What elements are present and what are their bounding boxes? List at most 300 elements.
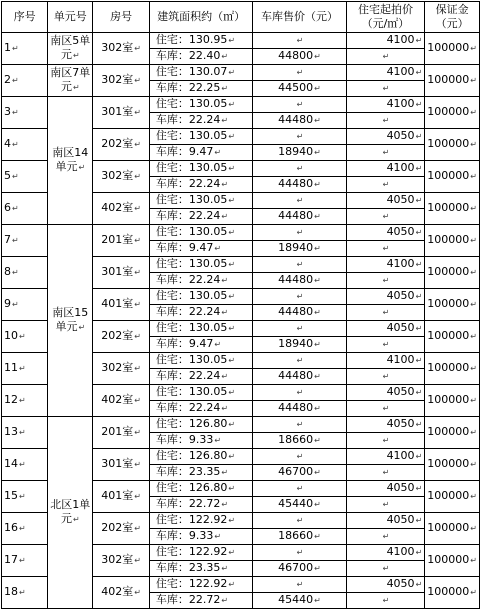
cell-seq [2, 65, 48, 97]
cell-start-price [346, 417, 425, 433]
paragraph-mark: ↵ [314, 564, 321, 573]
cell-gar-area-text: 车库：9.47 [155, 241, 214, 254]
paragraph-mark: ↵ [72, 515, 80, 524]
cell-deposit-text: 100000 [427, 265, 470, 278]
cell-garage-price-text: 18660 [278, 529, 314, 542]
cell-res-area-text: 住宅：130.05 [155, 97, 228, 110]
cell-garage-price-text: 18660 [278, 433, 314, 446]
cell-garage-price-text: 46700 [278, 561, 314, 574]
cell-room [93, 289, 150, 321]
cell-seq-text: 18 [4, 585, 18, 598]
cell-room [93, 417, 150, 449]
cell-start-price [346, 577, 425, 593]
cell-room-text: 301室 [101, 105, 134, 118]
cell-start-price-text: 4050 [386, 417, 415, 430]
cell-seq [2, 193, 48, 225]
cell-gar-area [149, 401, 252, 417]
paragraph-mark: ↵ [382, 532, 390, 541]
cell-deposit [425, 33, 480, 65]
paragraph-mark: ↵ [314, 468, 321, 477]
cell-deposit [425, 385, 480, 417]
cell-room-text: 301室 [101, 457, 134, 470]
cell-res-area [149, 289, 252, 305]
cell-start-price [346, 161, 425, 177]
cell-res-area [149, 449, 252, 465]
paragraph-mark: ↵ [78, 163, 86, 172]
cell-garage-price-text: 46700 [278, 465, 314, 478]
cell-gar-area [149, 241, 252, 257]
cell-deposit [425, 449, 480, 481]
paragraph-mark: ↵ [470, 140, 477, 149]
paragraph-mark: ↵ [134, 428, 141, 437]
paragraph-mark: ↵ [134, 524, 141, 533]
paragraph-mark: ↵ [214, 244, 222, 253]
paragraph-mark: ↵ [221, 468, 229, 477]
paragraph-mark: ↵ [228, 324, 236, 333]
cell-gar-area-text: 车库：22.24 [155, 113, 221, 126]
paragraph-mark: ↵ [415, 100, 423, 109]
cell-start-price-text: 4050 [386, 129, 415, 142]
paragraph-mark: ↵ [12, 140, 19, 149]
paragraph-mark: ↵ [19, 492, 26, 501]
cell-garage-price [253, 593, 346, 609]
cell-room-text: 302室 [101, 361, 134, 374]
paragraph-mark: ↵ [134, 76, 141, 85]
cell-garage-price-text: 44480 [278, 209, 314, 222]
paragraph-mark: ↵ [296, 132, 304, 141]
paragraph-mark: ↵ [72, 51, 80, 60]
header-room: 房号 [93, 2, 150, 33]
cell-seq-text: 4 [4, 137, 11, 150]
paragraph-mark: ↵ [221, 564, 229, 573]
paragraph-mark: ↵ [19, 524, 26, 533]
cell-start-price-blank [346, 529, 425, 545]
cell-deposit [425, 321, 480, 353]
cell-room-text: 402室 [101, 585, 134, 598]
paragraph-mark: ↵ [19, 364, 26, 373]
cell-gar-area [149, 177, 252, 193]
cell-room [93, 577, 150, 609]
cell-start-price [346, 321, 425, 337]
paragraph-mark: ↵ [296, 484, 304, 493]
cell-garage-price [253, 369, 346, 385]
table-body [2, 33, 480, 609]
cell-room [93, 97, 150, 129]
cell-unit-text: 南区5单元 [50, 34, 91, 61]
cell-garage-price-text: 44500 [278, 81, 314, 94]
paragraph-mark: ↵ [382, 500, 390, 509]
paragraph-mark: ↵ [415, 516, 423, 525]
cell-gar-area [149, 113, 252, 129]
cell-gar-area-text: 车库：23.35 [155, 561, 221, 574]
cell-start-price-text: 4100 [386, 545, 415, 558]
paragraph-mark: ↵ [296, 164, 304, 173]
cell-start-price-blank [346, 145, 425, 161]
cell-seq-text: 15 [4, 489, 18, 502]
cell-deposit-text: 100000 [427, 393, 470, 406]
cell-start-price-text: 4050 [386, 289, 415, 302]
cell-garage-price-blank [253, 225, 346, 241]
cell-seq-text: 1 [4, 41, 11, 54]
paragraph-mark: ↵ [470, 556, 477, 565]
cell-garage-price-blank [253, 289, 346, 305]
paragraph-mark: ↵ [296, 356, 304, 365]
cell-res-area-text: 住宅：130.05 [155, 289, 228, 302]
header-seq: 序号 [2, 2, 48, 33]
paragraph-mark: ↵ [470, 172, 477, 181]
cell-garage-price [253, 433, 346, 449]
cell-garage-price [253, 177, 346, 193]
cell-res-area-text: 住宅：122.92 [155, 577, 228, 590]
paragraph-mark: ↵ [470, 524, 477, 533]
paragraph-mark: ↵ [415, 484, 423, 493]
cell-seq-text: 7 [4, 233, 11, 246]
cell-garage-price-blank [253, 65, 346, 81]
cell-room [93, 257, 150, 289]
cell-seq-text: 16 [4, 521, 18, 534]
cell-res-area-text: 住宅：130.07 [155, 65, 228, 78]
paragraph-mark: ↵ [314, 116, 321, 125]
cell-room-text: 301室 [101, 265, 134, 278]
cell-start-price-blank [346, 241, 425, 257]
cell-seq [2, 129, 48, 161]
cell-garage-price-blank [253, 321, 346, 337]
cell-unit-text: 南区15单元 [52, 306, 89, 333]
cell-seq-text: 3 [4, 105, 11, 118]
paragraph-mark: ↵ [382, 340, 390, 349]
cell-garage-price [253, 145, 346, 161]
cell-seq [2, 449, 48, 481]
cell-room-text: 302室 [101, 553, 134, 566]
paragraph-mark: ↵ [296, 228, 304, 237]
cell-start-price-text: 4100 [386, 353, 415, 366]
cell-deposit [425, 289, 480, 321]
paragraph-mark: ↵ [228, 580, 236, 589]
paragraph-mark: ↵ [296, 260, 304, 269]
cell-start-price [346, 33, 425, 49]
cell-room-text: 201室 [101, 233, 134, 246]
paragraph-mark: ↵ [134, 268, 141, 277]
cell-unit [48, 33, 93, 65]
paragraph-mark: ↵ [314, 532, 321, 541]
cell-garage-price [253, 273, 346, 289]
paragraph-mark: ↵ [470, 300, 477, 309]
cell-start-price-text: 4050 [386, 225, 415, 238]
paragraph-mark: ↵ [221, 500, 229, 509]
paragraph-mark: ↵ [382, 180, 390, 189]
paragraph-mark: ↵ [470, 460, 477, 469]
paragraph-mark: ↵ [415, 324, 423, 333]
paragraph-mark: ↵ [134, 556, 141, 565]
cell-deposit [425, 353, 480, 385]
cell-garage-price-blank [253, 385, 346, 401]
cell-room [93, 449, 150, 481]
cell-room-text: 402室 [101, 393, 134, 406]
paragraph-mark: ↵ [314, 436, 321, 445]
cell-start-price-blank [346, 305, 425, 321]
paragraph-mark: ↵ [134, 236, 141, 245]
cell-start-price-blank [346, 561, 425, 577]
paragraph-mark: ↵ [296, 324, 304, 333]
cell-start-price-blank [346, 465, 425, 481]
cell-deposit-text: 100000 [427, 137, 470, 150]
cell-room-text: 201室 [101, 425, 134, 438]
paragraph-mark: ↵ [228, 260, 236, 269]
cell-seq [2, 97, 48, 129]
cell-garage-price-text: 44480 [278, 113, 314, 126]
cell-deposit-text: 100000 [427, 361, 470, 374]
paragraph-mark: ↵ [415, 356, 423, 365]
cell-unit-text: 南区7单元 [50, 66, 91, 93]
cell-start-price [346, 193, 425, 209]
cell-res-area [149, 225, 252, 241]
cell-unit [48, 225, 93, 417]
cell-seq-text: 11 [4, 361, 18, 374]
paragraph-mark: ↵ [228, 548, 236, 557]
cell-start-price-text: 4100 [386, 257, 415, 270]
cell-garage-price-blank [253, 193, 346, 209]
table-row [2, 225, 480, 241]
cell-start-price [346, 353, 425, 369]
cell-gar-area [149, 497, 252, 513]
cell-garage-price [253, 497, 346, 513]
cell-room [93, 545, 150, 577]
cell-garage-price-text: 45440 [278, 497, 314, 510]
cell-start-price-blank [346, 401, 425, 417]
paragraph-mark: ↵ [382, 276, 390, 285]
paragraph-mark: ↵ [12, 300, 19, 309]
paragraph-mark: ↵ [214, 436, 222, 445]
cell-garage-price-blank [253, 257, 346, 273]
paragraph-mark: ↵ [470, 236, 477, 245]
paragraph-mark: ↵ [314, 180, 321, 189]
cell-seq-text: 2 [4, 73, 11, 86]
cell-res-area-text: 住宅：130.95 [155, 33, 228, 46]
cell-res-area [149, 33, 252, 49]
cell-res-area [149, 65, 252, 81]
cell-start-price-blank [346, 337, 425, 353]
cell-unit [48, 65, 93, 97]
paragraph-mark: ↵ [134, 396, 141, 405]
cell-room-text: 302室 [101, 73, 134, 86]
cell-res-area [149, 545, 252, 561]
cell-gar-area-text: 车库：22.24 [155, 305, 221, 318]
paragraph-mark: ↵ [214, 148, 222, 157]
cell-start-price-text: 4050 [386, 577, 415, 590]
cell-seq [2, 289, 48, 321]
cell-start-price-text: 4100 [386, 33, 415, 46]
paragraph-mark: ↵ [296, 196, 304, 205]
paragraph-mark: ↵ [12, 108, 19, 117]
cell-garage-price-blank [253, 353, 346, 369]
cell-start-price-text: 4050 [386, 481, 415, 494]
cell-garage-price-blank [253, 513, 346, 529]
paragraph-mark: ↵ [12, 204, 19, 213]
cell-garage-price-text: 18940 [278, 337, 314, 350]
paragraph-mark: ↵ [415, 196, 423, 205]
cell-garage-price-text: 18940 [278, 145, 314, 158]
cell-seq [2, 225, 48, 257]
cell-garage-price [253, 529, 346, 545]
paragraph-mark: ↵ [228, 132, 236, 141]
paragraph-mark: ↵ [228, 164, 236, 173]
paragraph-mark: ↵ [19, 332, 26, 341]
paragraph-mark: ↵ [19, 588, 26, 597]
cell-garage-price-text: 44480 [278, 305, 314, 318]
cell-start-price [346, 481, 425, 497]
cell-gar-area-text: 车库：9.33 [155, 529, 214, 542]
cell-gar-area [149, 209, 252, 225]
cell-room-text: 402室 [101, 201, 134, 214]
paragraph-mark: ↵ [415, 580, 423, 589]
cell-garage-price-blank [253, 97, 346, 113]
paragraph-mark: ↵ [470, 204, 477, 213]
cell-unit-text: 南区14单元 [52, 146, 89, 173]
cell-res-area-text: 住宅：126.80 [155, 417, 228, 430]
cell-res-area-text: 住宅：130.05 [155, 225, 228, 238]
paragraph-mark: ↵ [415, 228, 423, 237]
header-unit: 单元号 [48, 2, 93, 33]
paragraph-mark: ↵ [314, 84, 321, 93]
paragraph-mark: ↵ [415, 548, 423, 557]
paragraph-mark: ↵ [221, 404, 229, 413]
cell-res-area-text: 住宅：130.05 [155, 161, 228, 174]
paragraph-mark: ↵ [134, 172, 141, 181]
cell-garage-price [253, 209, 346, 225]
paragraph-mark: ↵ [221, 596, 229, 605]
paragraph-mark: ↵ [415, 388, 423, 397]
paragraph-mark: ↵ [382, 244, 390, 253]
paragraph-mark: ↵ [134, 588, 141, 597]
paragraph-mark: ↵ [314, 596, 321, 605]
paragraph-mark: ↵ [382, 372, 390, 381]
cell-garage-price-text: 44800 [278, 49, 314, 62]
paragraph-mark: ↵ [470, 332, 477, 341]
paragraph-mark: ↵ [314, 372, 321, 381]
cell-room [93, 353, 150, 385]
cell-res-area-text: 住宅：130.05 [155, 385, 228, 398]
cell-deposit [425, 577, 480, 609]
paragraph-mark: ↵ [12, 44, 19, 53]
cell-gar-area-text: 车库：9.47 [155, 337, 214, 350]
cell-res-area-text: 住宅：130.05 [155, 353, 228, 366]
paragraph-mark: ↵ [314, 52, 321, 61]
cell-start-price-blank [346, 49, 425, 65]
cell-seq [2, 33, 48, 65]
paragraph-mark: ↵ [134, 364, 141, 373]
paragraph-mark: ↵ [12, 236, 19, 245]
cell-gar-area-text: 车库：9.47 [155, 145, 214, 158]
cell-start-price-blank [346, 113, 425, 129]
cell-garage-price-text: 18940 [278, 241, 314, 254]
paragraph-mark: ↵ [134, 140, 141, 149]
cell-garage-price-blank [253, 481, 346, 497]
cell-res-area-text: 住宅：130.05 [155, 321, 228, 334]
paragraph-mark: ↵ [470, 268, 477, 277]
cell-deposit-text: 100000 [427, 105, 470, 118]
cell-room [93, 33, 150, 65]
cell-start-price-blank [346, 369, 425, 385]
cell-deposit-text: 100000 [427, 425, 470, 438]
paragraph-mark: ↵ [314, 276, 321, 285]
paragraph-mark: ↵ [415, 164, 423, 173]
paragraph-mark: ↵ [382, 596, 390, 605]
cell-room-text: 401室 [101, 297, 134, 310]
cell-res-area [149, 513, 252, 529]
cell-garage-price-blank [253, 449, 346, 465]
cell-room [93, 193, 150, 225]
cell-seq-text: 8 [4, 265, 11, 278]
cell-start-price-blank [346, 209, 425, 225]
cell-garage-price-blank [253, 129, 346, 145]
cell-res-area [149, 193, 252, 209]
paragraph-mark: ↵ [314, 212, 321, 221]
cell-garage-price-text: 44480 [278, 369, 314, 382]
cell-start-price-text: 4050 [386, 513, 415, 526]
cell-deposit [425, 257, 480, 289]
cell-room-text: 202室 [101, 521, 134, 534]
header-start-price: 住宅起拍价（元/㎡） [346, 2, 425, 33]
paragraph-mark: ↵ [415, 420, 423, 429]
table-row [2, 65, 480, 81]
cell-gar-area [149, 337, 252, 353]
cell-garage-price-blank [253, 577, 346, 593]
paragraph-mark: ↵ [470, 76, 477, 85]
paragraph-mark: ↵ [314, 404, 321, 413]
paragraph-mark: ↵ [228, 356, 236, 365]
cell-garage-price-blank [253, 161, 346, 177]
cell-res-area-text: 住宅：130.05 [155, 193, 228, 206]
paragraph-mark: ↵ [296, 292, 304, 301]
paragraph-mark: ↵ [228, 100, 236, 109]
cell-seq [2, 321, 48, 353]
cell-gar-area [149, 49, 252, 65]
cell-seq [2, 481, 48, 513]
paragraph-mark: ↵ [296, 388, 304, 397]
paragraph-mark: ↵ [314, 308, 321, 317]
cell-seq [2, 577, 48, 609]
cell-garage-price-blank [253, 545, 346, 561]
cell-gar-area-text: 车库：22.24 [155, 369, 221, 382]
cell-deposit-text: 100000 [427, 585, 470, 598]
cell-seq [2, 417, 48, 449]
paragraph-mark: ↵ [382, 52, 390, 61]
auction-table [1, 1, 480, 609]
cell-start-price [346, 545, 425, 561]
paragraph-mark: ↵ [134, 44, 141, 53]
cell-seq-text: 10 [4, 329, 18, 342]
paragraph-mark: ↵ [382, 148, 390, 157]
paragraph-mark: ↵ [296, 36, 304, 45]
paragraph-mark: ↵ [221, 308, 229, 317]
paragraph-mark: ↵ [134, 204, 141, 213]
cell-room [93, 513, 150, 545]
cell-start-price [346, 513, 425, 529]
paragraph-mark: ↵ [296, 580, 304, 589]
cell-deposit-text: 100000 [427, 169, 470, 182]
cell-res-area [149, 129, 252, 145]
paragraph-mark: ↵ [19, 396, 26, 405]
cell-deposit [425, 513, 480, 545]
paragraph-mark: ↵ [228, 228, 236, 237]
cell-gar-area-text: 车库：22.24 [155, 273, 221, 286]
paragraph-mark: ↵ [134, 492, 141, 501]
cell-res-area [149, 257, 252, 273]
cell-garage-price-text: 44480 [278, 177, 314, 190]
cell-deposit-text: 100000 [427, 329, 470, 342]
cell-start-price [346, 129, 425, 145]
paragraph-mark: ↵ [221, 116, 229, 125]
